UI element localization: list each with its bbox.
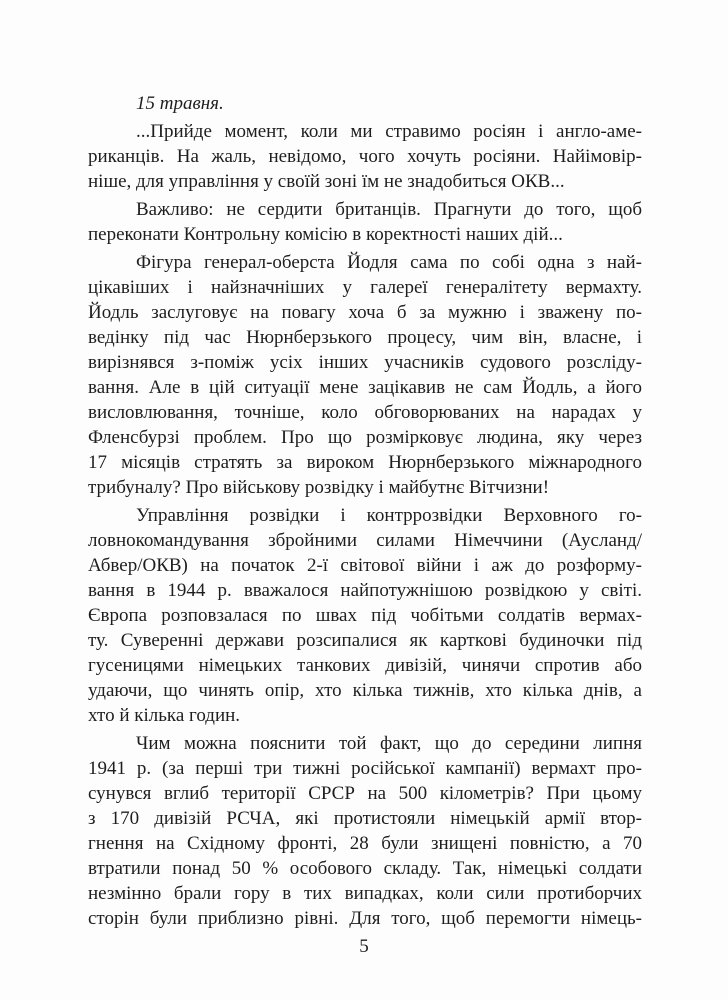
text-line: ту. Суверенні держави розсипалися як карткові будиночки під: [88, 630, 642, 651]
text-line: 1941 р. (за перші три тижні російської кампанії) вермахт про-: [88, 758, 642, 779]
text-line: переконати Контрольну комісію в коректності наших дій...: [88, 224, 563, 245]
text-line: трибуналу? Про військову розвідку і майбутнє Вітчизни!: [88, 477, 550, 498]
text-line: Абвер/ОКВ) на початок 2-ї світової війни і аж до розформу-: [88, 555, 642, 576]
text-line: гнення на Східному фронті, 28 були знищені повністю, а 70: [88, 833, 642, 854]
text-line: ловнокомандування збройними силами Німеччини (Аусланд/: [88, 530, 642, 551]
paragraph: [88, 119, 642, 194]
text-line: Європа розповзалася по швах під чобітьми солдатів вермах-: [88, 605, 642, 626]
text-line: цікавіших і найзначніших у галереї генералітету вермахту.: [88, 277, 642, 298]
text-line: висловлювання, точніше, коло обговорюваних на нарадах у: [88, 402, 642, 423]
paragraph: [88, 250, 642, 500]
text-line: Важливо: не сердити британців. Прагнути до того, щоб: [136, 199, 642, 220]
text-line: 17 місяців стратять за вироком Нюрнберзького міжнародного: [88, 452, 642, 473]
text-line: сторін були приблизно рівні. Для того, щоб перемогти німець-: [88, 908, 642, 929]
text-line: 15 травня.: [136, 93, 224, 114]
paragraph: [88, 731, 642, 931]
text-line: Йодль заслуговує на повагу хоча б за мужню і зважену по-: [88, 302, 642, 323]
text-line: ніше, для управління у своїй зоні їм не знадобиться ОКВ...: [88, 171, 565, 192]
text-line: з 170 дивізій РСЧА, які протистояли німецькій армії втор-: [88, 808, 642, 829]
text-block: [88, 91, 642, 931]
paragraph: [88, 197, 642, 247]
text-line: вання. Але в цій ситуації мене зацікавив не сам Йодль, а його: [88, 377, 642, 398]
text-line: Фігура генерал-оберста Йодля сама по собі одна з най-: [136, 252, 642, 273]
text-line: вирізнявся з-поміж усіх інших учасників судового розсліду-: [88, 352, 642, 373]
paragraph: [88, 503, 642, 728]
text-line: вання в 1944 р. вважалося найпотужнішою розвідкою у світі.: [88, 580, 642, 601]
text-line: Управління розвідки і контррозвідки Верховного го-: [136, 505, 642, 526]
text-line: втратили понад 50 % особового складу. Так, німецькі солдати: [88, 858, 642, 879]
text-line: хто й кілька годин.: [88, 705, 241, 726]
text-line: незмінно брали гору в тих випадках, коли сили протиборчих: [88, 883, 642, 904]
text-line: удаючи, що чинять опір, хто кілька тижнів, хто кілька днів, а: [88, 680, 642, 701]
text-line: сунувся вглиб території СРСР на 500 кілометрів? При цьому: [88, 783, 642, 804]
text-line: ...Прийде момент, коли ми стравимо росіян і англо-аме-: [136, 121, 642, 142]
text-line: Чим можна пояснити той факт, що до середини липня: [136, 733, 642, 754]
text-line: ведінку під час Нюрнберзького процесу, чим він, власне, і: [88, 327, 642, 348]
page-number: 5: [359, 936, 369, 957]
text-line: риканців. На жаль, невідомо, чого хочуть росіяни. Найімовір-: [88, 146, 642, 167]
diary-date-line: [88, 91, 642, 116]
text-line: гусеницями німецьких танкових дивізій, чинячи спротив або: [88, 655, 642, 676]
text-line: Фленсбурзі проблем. Про що розмірковує людина, яку через: [88, 427, 642, 448]
